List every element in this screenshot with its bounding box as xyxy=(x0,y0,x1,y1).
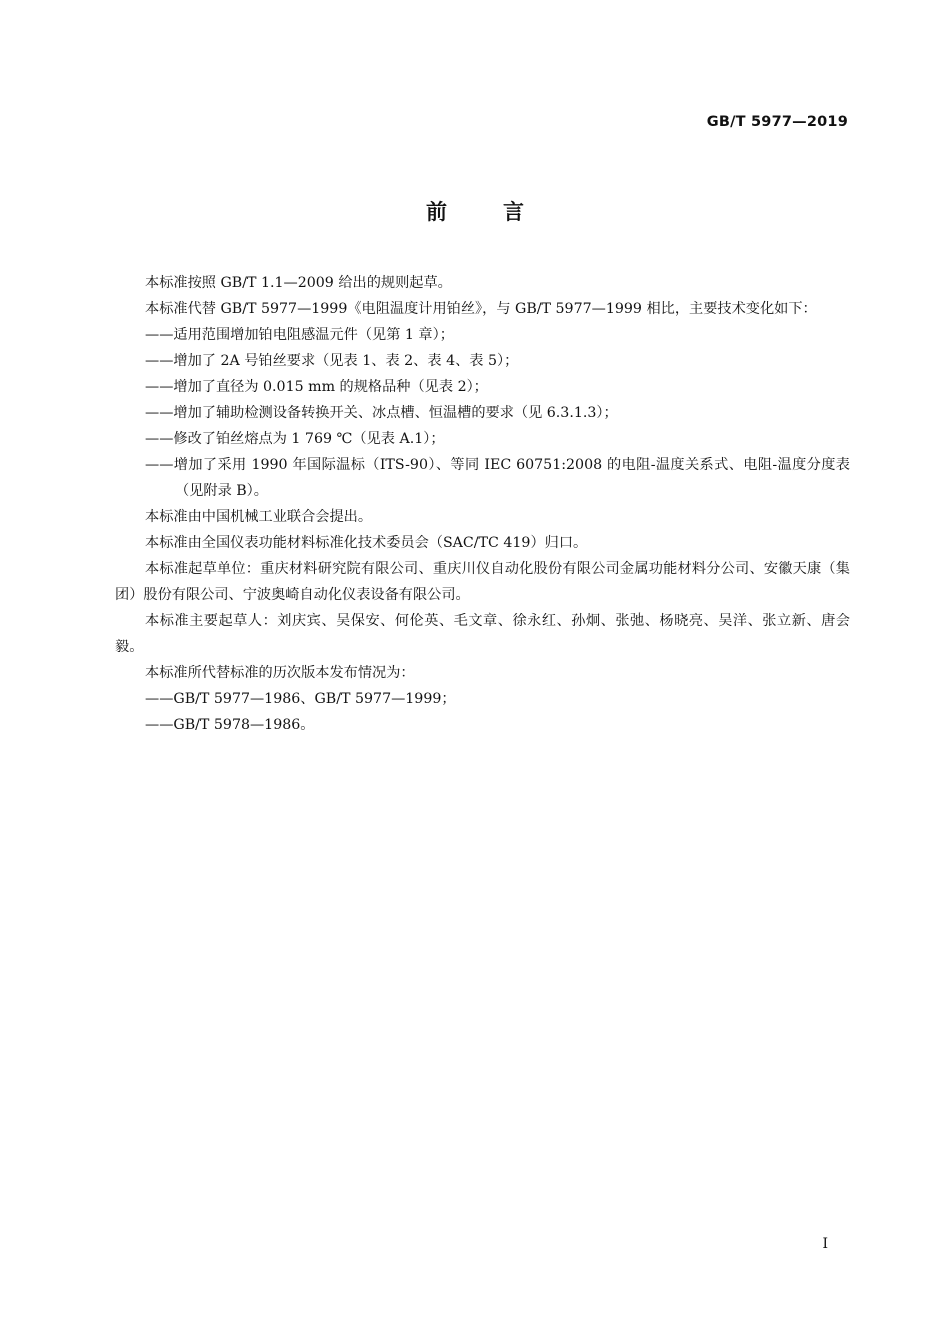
list-item: ——增加了 2A 号铂丝要求（见表 1、表 2、表 4、表 5）； xyxy=(145,353,519,369)
list-item: ——修改了铂丝熔点为 1 769 ℃（见表 A.1）； xyxy=(145,431,445,447)
standard-number: GB/T 5977—2019 xyxy=(706,114,848,130)
list-item: ——GB/T 5978—1986。 xyxy=(145,717,315,733)
paragraph-proposed-by: 本标准由中国机械工业联合会提出。 xyxy=(145,509,373,525)
paragraph-replacement: 本标准代替 GB/T 5977—1999《电阻温度计用铂丝》，与 GB/T 5977—1999 相比，主要技术变化如下： xyxy=(145,301,817,317)
paragraph-drafters: 本标准主要起草人：刘庆宾、吴保安、何伦英、毛文章、徐永红、孙炯、张弛、杨晓亮、吴洋、张立新、唐会毅。 xyxy=(115,613,850,655)
list-item: ——增加了直径为 0.015 mm 的规格品种（见表 2）； xyxy=(145,379,488,395)
list-item: ——增加了采用 1990 年国际温标（ITS-90）、等同 IEC 60751:2008 的电阻-温度关系式、电阻-温度分度表（见附录 B）。 xyxy=(145,457,850,499)
list-item: ——增加了辅助检测设备转换开关、冰点槽、恒温槽的要求（见 6.3.1.3）； xyxy=(145,405,618,421)
list-item: ——适用范围增加铂电阻感温元件（见第 1 章）； xyxy=(145,327,454,343)
list-item: ——GB/T 5977—1986、GB/T 5977—1999； xyxy=(145,691,456,707)
paragraph-drafting-rules: 本标准按照 GB/T 1.1—2009 给出的规则起草。 xyxy=(145,275,452,291)
page-number: I xyxy=(822,1236,828,1252)
page-title: 前言 xyxy=(426,200,580,224)
paragraph-history-intro: 本标准所代替标准的历次版本发布情况为： xyxy=(145,665,415,681)
foreword-body xyxy=(115,270,850,738)
paragraph-drafting-units: 本标准起草单位：重庆材料研究院有限公司、重庆川仪自动化股份有限公司金属功能材料分公司、安徽天康（集团）股份有限公司、宁波奥崎自动化仪表设备有限公司。 xyxy=(115,561,850,603)
paragraph-managed-by: 本标准由全国仪表功能材料标准化技术委员会（SAC/TC 419）归口。 xyxy=(145,535,588,551)
